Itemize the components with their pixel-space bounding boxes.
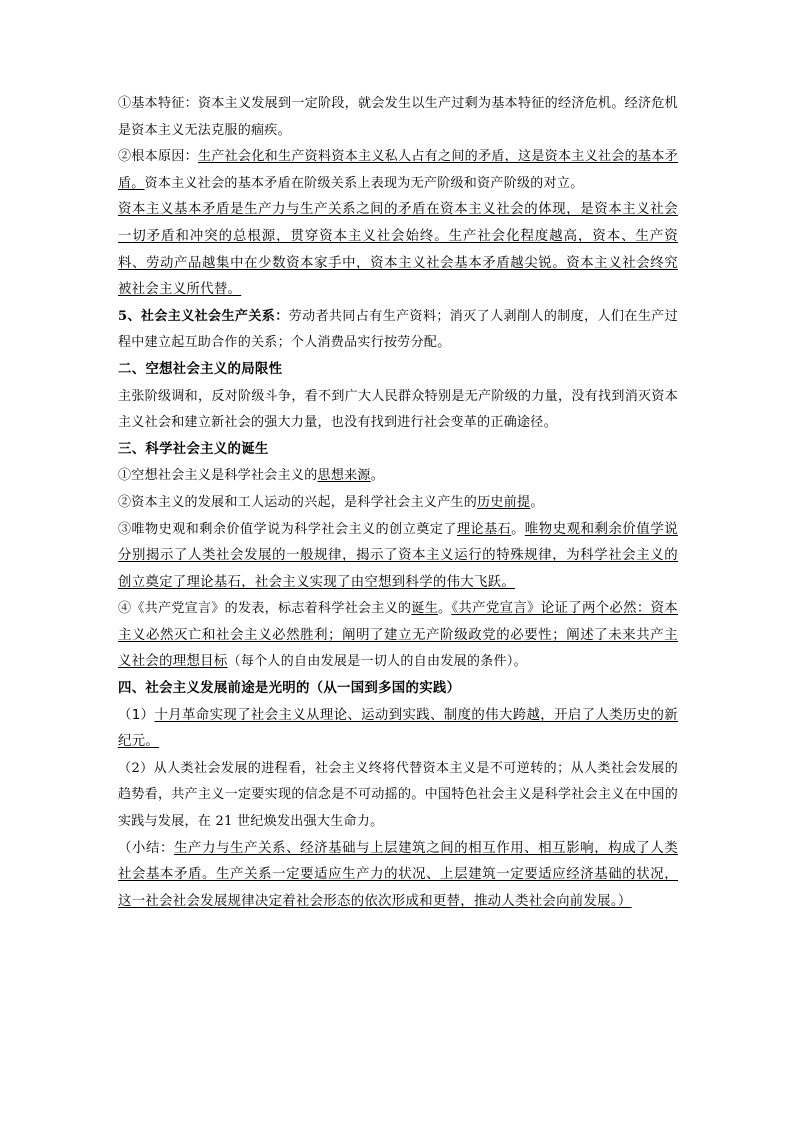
ideological-source-end: 。: [370, 468, 385, 484]
circled-marker: ①: [118, 96, 132, 111]
root-cause-underlined: 生产社会化和生产资料资本主义私人占有之间的矛盾，这是资本主义社会的基本矛盾。: [118, 149, 678, 191]
summary-lead: （小结：: [118, 840, 175, 856]
socialist-relations-text: 劳动者共同占有生产资料；消灭了人剥削人的制度，人们在生产过程中建立起互助合作的关系；个人消费品实行按劳分配。: [118, 308, 678, 351]
manifesto-underlined-1: 诞生: [411, 601, 439, 617]
summary-underlined: 生产力与生产关系、经济基础与上层建筑之间的相互作用、相互影响，构成了人类社会基本矛盾。生产关系一定要适应生产力的状况、上层建筑一定要适应经济基础的状况，这一社会社会发展规律决定着社会形态的依次形成和更替，推动人类社会向前发展。）: [118, 840, 679, 909]
paragraph-historical-premise: [118, 490, 678, 517]
paragraph-irreversible-trend: （2）从人类社会发展的进程看，社会主义终将代替资本主义是不可逆转的；从人类社会发展的趋势看，共产主义一定要实现的信念是不可动摇的。中国特色社会主义是科学社会主义在中国的实践与发展，在 21 世纪焕发出强大生命力。: [118, 760, 678, 830]
manifesto-underlined-2: 《共产党宣言》论证了两个必然：资本主义必然灭亡和社会主义必然胜利；阐明了建立无产阶级政党的必要性；阐述了未来共产主义社会的理想目标: [118, 601, 678, 670]
socialist-relations-lead: 5、社会主义社会生产关系：: [118, 308, 289, 324]
paragraph-october-revolution: [118, 703, 678, 756]
october-revolution-underlined: 十月革命实现了社会主义从理论、运动到实践、制度的伟大跨越，开启了人类历史的新纪元。: [118, 707, 678, 750]
paragraph-basic-feature: [118, 91, 678, 144]
heading-utopian-limits: 二、空想社会主义的局限性: [118, 361, 283, 377]
paragraph-socialist-relations: [118, 304, 678, 357]
historical-premise-underlined: 历史前提: [477, 494, 531, 510]
manifesto-end: （每个人的自由发展是一切人的自由发展的条件）。: [227, 654, 527, 670]
paragraph-manifesto: [118, 596, 678, 676]
paragraph-theory-cornerstone: [118, 517, 678, 597]
basic-contradiction-underlined-1: 资本主义基本矛盾是生产力与生产关系之间的矛盾在资本主义社会的体现，是资本主义社会一切矛盾和冲突的总根源，贯穿资本主义社会始终。: [118, 202, 678, 244]
theory-cornerstone-underlined-1: 理论基石: [456, 521, 512, 537]
paragraph-basic-contradiction: [118, 197, 678, 303]
paragraph-utopian-limits: 主张阶级调和，反对阶级斗争，看不到广大人民群众特别是无产阶级的力量，没有找到消灭资本主义社会和建立新社会的强大力量，也没有找到进行社会变革的正确途径。: [118, 388, 678, 431]
circled-marker: ②: [118, 149, 132, 165]
basic-feature-text: 基本特征：资本主义发展到一定阶段，就会发生以生产过剩为基本特征的经济危机。经济危机是资本主义无法克服的痼疾。: [118, 96, 678, 138]
paragraph-root-cause: [118, 144, 678, 197]
historical-premise-end: 。: [530, 494, 544, 510]
manifesto-mid: 。: [438, 601, 452, 617]
theory-cornerstone-mid: 。: [511, 521, 525, 537]
heading-scientific-birth: 三、科学社会主义的诞生: [118, 441, 269, 457]
theory-cornerstone-underlined-2: 唯物史观和剩余价值学说分别揭示了人类社会发展的一般规律，揭示了资本主义运行的特殊规律，为科学社会主义的创立奠定了理论基石，社会主义实现了由空想到科学的伟大飞跃。: [118, 521, 678, 590]
heading-bright-prospects: 四、社会主义发展前途是光明的（从一国到多国的实践）: [118, 681, 461, 697]
theory-cornerstone-text: ③唯物史观和剩余价值学说为科学社会主义的创立奠定了: [118, 521, 457, 537]
ideological-source-text: ①空想社会主义是科学社会主义的: [118, 468, 318, 484]
october-revolution-number: （1）: [118, 707, 155, 723]
manifesto-text: ④《共产党宣言》的发表，标志着科学社会主义的: [118, 601, 412, 617]
basic-contradiction-underlined-2: 生产社会化程度越高，资本、生产资料、劳动产品越集中在少数资本家手中，资本主义社会基本矛盾越尖锐。资本主义社会终究被社会主义所代替。: [118, 228, 678, 298]
document-page: [118, 91, 678, 915]
root-cause-rest: 资本主义社会的基本矛盾在阶级关系上表现为无产阶级和资产阶级的对立。: [144, 175, 584, 191]
historical-premise-text: ②资本主义的发展和工人运动的兴起，是科学社会主义产生的: [118, 494, 478, 510]
paragraph-summary: [118, 836, 678, 916]
ideological-source-underlined: 思想来源: [317, 468, 371, 484]
root-cause-lead: 根本原因：: [131, 149, 199, 165]
paragraph-ideological-source: [118, 463, 678, 490]
